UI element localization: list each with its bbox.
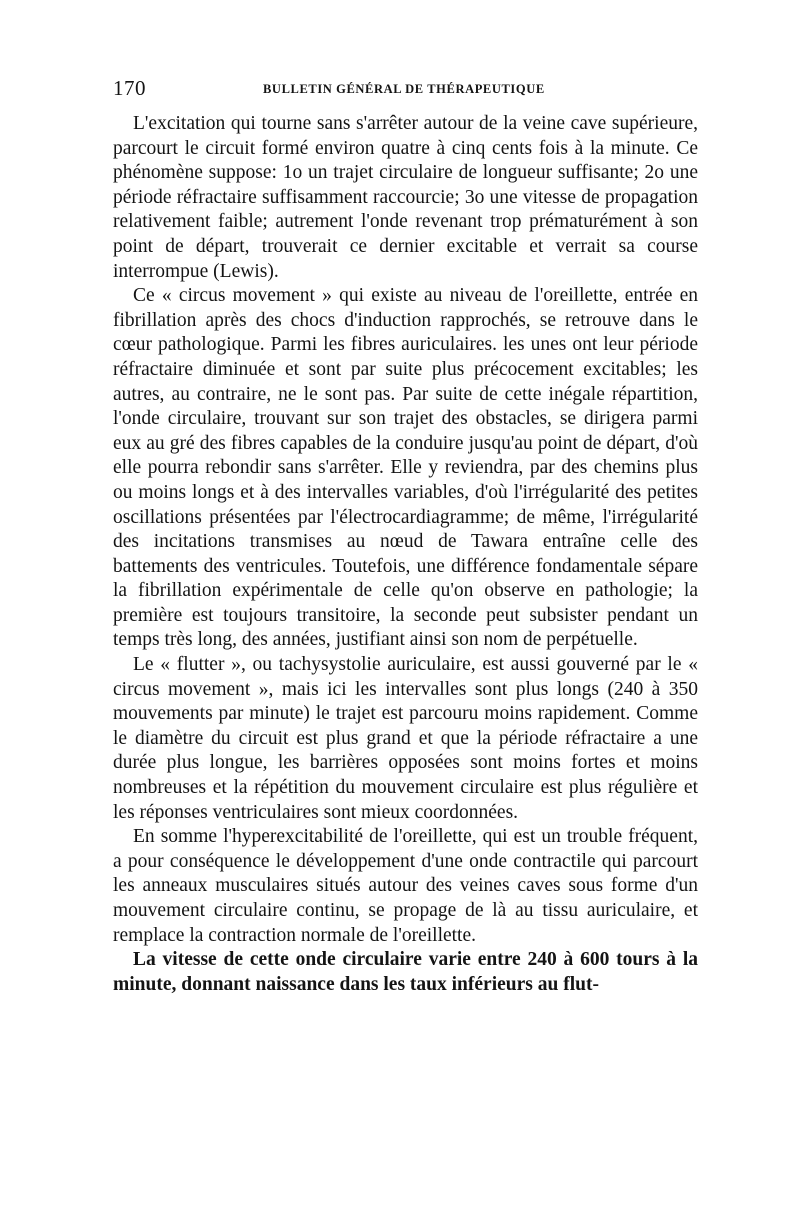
document-page [113,60,698,997]
paragraph-wave-speed: La vitesse de cette onde circulaire varie entre 240 à 600 tours à la minute, donnant naissance dans les taux inférieurs au flut- [113,949,698,995]
page-header [113,60,698,100]
paragraph-summary: En somme l'hyperexcitabilité de l'oreillette, qui est un trouble fréquent, a pour conséquence le développement d'une onde contractile qui parcourt les anneaux musculaires situés autour des veines caves sous forme d'un mouvement circulaire continu, se propage de là au tissu auriculaire, et remplace la contraction normale de l'oreillette. [113,826,698,946]
body-text [113,112,698,997]
running-title: BULLETIN GÉNÉRAL DE THÉRAPEUTIQUE [263,82,545,96]
paragraph-flutter: Le « flutter », ou tachysystolie auriculaire, est aussi gouverné par le « circus movement », mais ici les intervalles sont plus longs (240 à 350 mouvements par minute) le trajet est parcouru moins rapidement. Comme le diamètre du circuit est plus grand et que la période réfractaire a une durée plus longue, les barrières opposées sont moins fortes et moins nombreuses et la répétition du mouvement circulaire est plus régulière et les réponses ventriculaires sont mieux coordonnées. [113,654,698,823]
page-number: 170 [113,76,146,100]
paragraph-excitation: L'excitation qui tourne sans s'arrêter autour de la veine cave supérieure, parcourt le circuit formé environ quatre à cinq cents fois à la minute. Ce phénomène suppose: 1o un trajet circulaire de longueur suffisante; 2o une période réfractaire suffisamment raccourcie; 3o une vitesse de propagation relativement faible; autrement l'onde revenant trop prématurément à son point de départ, trouverait ce dernier excitable et verrait sa course interrompue (Lewis). [113,113,698,282]
paragraph-circus-movement: Ce « circus movement » qui existe au niveau de l'oreillette, entrée en fibrillation après des chocs d'induction rapprochés, se retrouve dans le cœur pathologique. Parmi les fibres auriculaires. les unes ont leur période réfractaire diminuée et sont par suite plus précocement excitables; les autres, au contraire, ne le sont pas. Par suite de cette inégale répartition, l'onde circulaire, trouvant sur son trajet des obstacles, se dirigera parmi eux au gré des fibres capables de la conduire jusqu'au point de départ, d'où elle pourra rebondir sans s'arrêter. Elle y reviendra, par des chemins plus ou moins longs et à des intervalles variables, d'où l'irrégularité des petites oscillations présentées par l'électrocardiagramme; de même, l'irrégularité des incitations transmises au nœud de Tawara entraîne celle des battements des ventricules. Toutefois, une différence fondamentale sépare la fibrillation expérimentale de celle qu'on observe en pathologie; la première est toujours transitoire, la seconde peut subsister pendant un temps très long, des années, justifiant ainsi son nom de perpétuelle. [113,285,698,651]
